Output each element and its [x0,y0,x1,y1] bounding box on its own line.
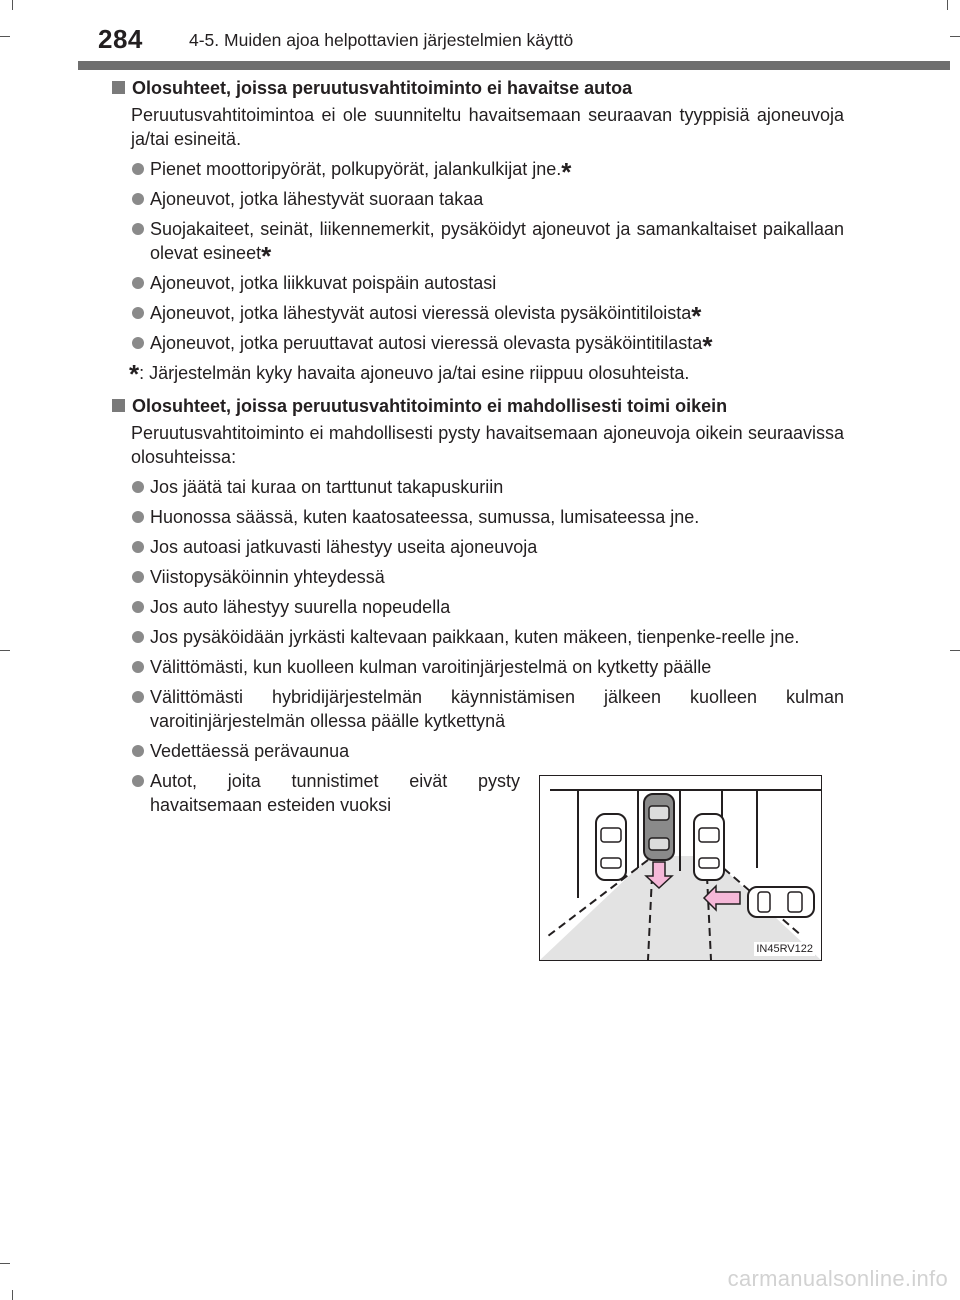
list-item: Ajoneuvot, jotka peruuttavat autosi vieressä olevasta pysäköintitilasta* [112,331,844,355]
section-title: 4-5. Muiden ajoa helpottavien järjestelmien käyttö [189,30,574,50]
round-bullet-icon [132,601,144,613]
crop-mark [950,650,960,651]
list-item: Ajoneuvot, jotka lähestyvät autosi vieressä olevista pysäköintitiloista* [112,301,844,325]
round-bullet-icon [132,277,144,289]
list-item: Pienet moottoripyörät, polkupyörät, jalankulkijat jne.* [112,157,844,181]
footnote: *: Järjestelmän kyky havaita ajoneuvo ja/tai esine riippuu olosuhteista. [129,359,690,389]
round-bullet-icon [132,193,144,205]
list-item: Jos jäätä tai kuraa on tarttunut takapuskuriin [112,475,844,499]
round-bullet-icon [132,691,144,703]
own-car [644,794,674,860]
crop-mark [950,36,960,37]
crop-mark [12,0,13,10]
list-item: Jos autoasi jatkuvasti lähestyy useita ajoneuvoja [112,535,844,559]
section-heading: Olosuhteet, joissa peruutusvahtitoiminto ei havaitse autoa [112,76,844,100]
section-intro: Peruutusvahtitoiminto ei mahdollisesti pysty havaitsemaan ajoneuvoja oikein seuraavissa olosuhteissa: [131,423,844,467]
parking-diagram [539,775,822,961]
round-bullet-icon [132,631,144,643]
round-bullet-icon [132,337,144,349]
footnote-asterisk: * [702,331,713,361]
list-item: Viistopysäköinnin yhteydessä [112,565,844,589]
round-bullet-icon [132,661,144,673]
figure-code: IN45RV122 [756,943,813,955]
approaching-car [748,887,814,917]
watermark: carmanualsonline.info [727,1266,948,1291]
list-item: Jos pysäköidään jyrkästi kaltevaan paikkaan, kuten mäkeen, tienpenke-reelle jne. [112,625,844,649]
list-item: Jos auto lähestyy suurella nopeudella [112,595,844,619]
square-bullet-icon [112,399,125,412]
parked-car-right [694,814,724,880]
crop-mark [0,650,10,651]
footnote-asterisk: * [691,301,702,331]
list-item: Autot, joita tunnistimet eivät pysty havaitsemaan esteiden vuoksi [112,769,520,817]
crop-mark [0,36,10,37]
header-rule [78,61,950,70]
footnote-asterisk: * [261,241,272,271]
parking-diagram-svg [540,776,821,960]
parked-car-left [596,814,626,880]
list-item: Välittömästi, kun kuolleen kulman varoitinjärjestelmä on kytketty päälle [112,655,844,679]
round-bullet-icon [132,481,144,493]
page-number: 284 [98,24,143,54]
list-item: Ajoneuvot, jotka liikkuvat poispäin autostasi [112,271,844,295]
section-heading: Olosuhteet, joissa peruutusvahtitoiminto ei mahdollisesti toimi oikein [112,394,844,418]
list-item: Ajoneuvot, jotka lähestyvät suoraan takaa [112,187,844,211]
round-bullet-icon [132,541,144,553]
round-bullet-icon [132,307,144,319]
list-item: Välittömästi hybridijärjestelmän käynnistämisen jälkeen kuolleen kulman varoitinjärjestelmän ollessa päälle kytkettynä [112,685,844,733]
square-bullet-icon [112,81,125,94]
round-bullet-icon [132,745,144,757]
section-intro: Peruutusvahtitoimintoa ei ole suunniteltu havaitsemaan seuraavan tyyppisiä ajoneuvoja ja/tai esineitä. [131,105,844,149]
round-bullet-icon [132,775,144,787]
footnote-asterisk: * [129,359,140,389]
round-bullet-icon [132,571,144,583]
list-item: Huonossa säässä, kuten kaatosateessa, sumussa, lumisateessa jne. [112,505,844,529]
round-bullet-icon [132,511,144,523]
page-content [112,72,844,969]
illustrated-item [112,769,844,969]
crop-mark [947,0,948,10]
crop-mark [12,1290,13,1300]
footnote-asterisk: * [561,157,572,187]
list-item: Vedettäessä perävaunua [112,739,844,763]
crop-mark [0,1263,10,1264]
round-bullet-icon [132,163,144,175]
round-bullet-icon [132,223,144,235]
list-item: Suojakaiteet, seinät, liikennemerkit, pysäköidyt ajoneuvot ja samankaltaiset paikallaan olevat esineet* [112,217,844,265]
